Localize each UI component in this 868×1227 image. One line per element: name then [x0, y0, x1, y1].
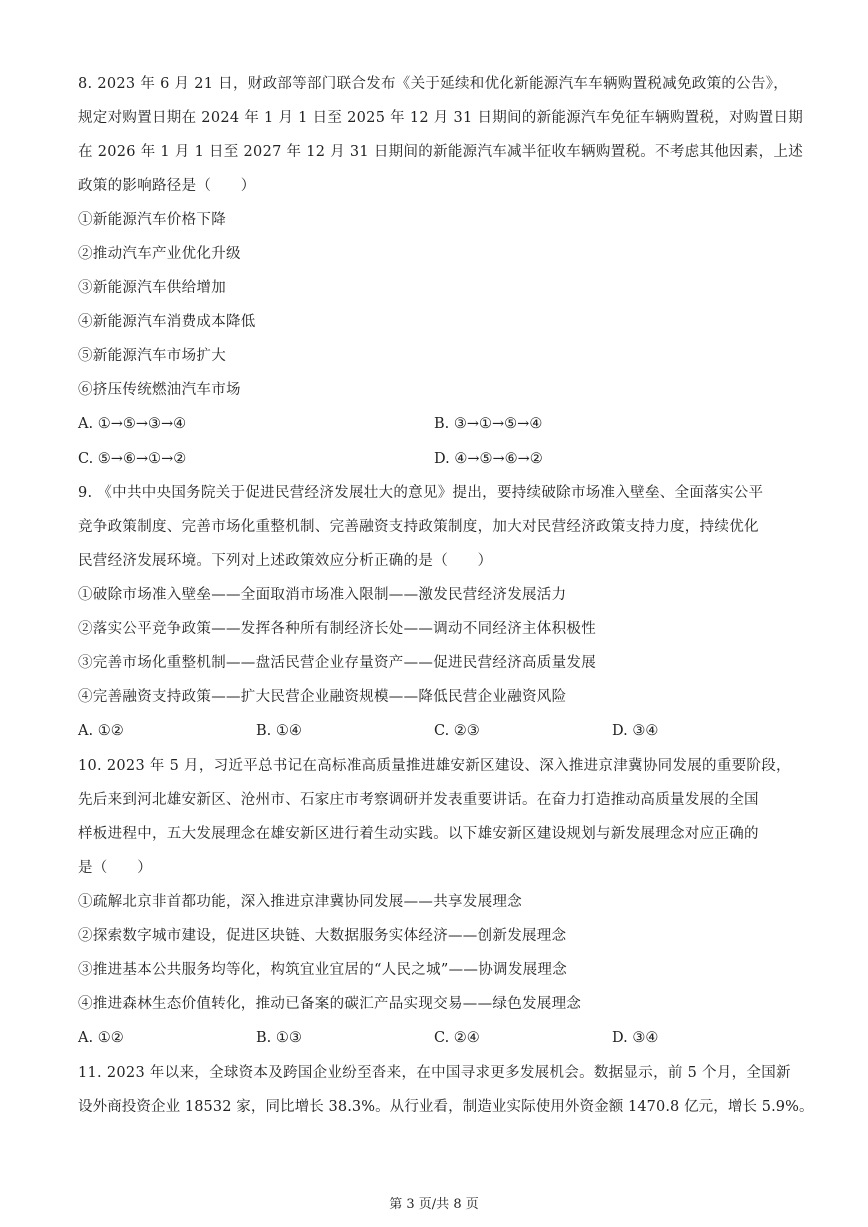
question-9-item: ②落实公平竞争政策——发挥各种所有制经济长处——调动不同经济主体积极性: [78, 621, 596, 637]
question-8-stem-line: 8. 2023 年 6 月 21 日，财政部等部门联合发布《关于延续和优化新能源汽车车辆购置税减免政策的公告》，: [78, 76, 789, 92]
question-10-stem-line: 是（ ）: [78, 860, 152, 876]
question-9-option-a: A. ①②: [78, 723, 124, 739]
question-8-stem-line: 政策的影响路径是（ ）: [78, 178, 256, 194]
question-10-option-c: C. ②④: [434, 1030, 480, 1046]
question-10-stem-line: 样板进程中，五大发展理念在雄安新区进行着生动实践。以下雄安新区建设规划与新发展理念对应正确的: [78, 826, 759, 842]
question-9-item: ①破除市场准入壁垒——全面取消市场准入限制——激发民营经济发展活力: [78, 587, 567, 603]
question-8-stem-line: 规定对购置日期在 2024 年 1 月 1 日至 2025 年 12 月 31 日期间的新能源汽车免征车辆购置税，对购置日期: [78, 110, 804, 126]
question-10-option-b: B. ①③: [256, 1030, 302, 1046]
question-10-option-d: D. ③④: [612, 1030, 659, 1046]
question-8-option-d: D. ④→⑤→⑥→②: [434, 451, 543, 467]
question-8-option-c: C. ⑤→⑥→①→②: [78, 451, 187, 467]
page-footer: 第 3 页/共 8 页: [389, 1197, 479, 1212]
question-10-stem-line: 先后来到河北雄安新区、沧州市、石家庄市考察调研并发表重要讲话。在奋力打造推动高质量发展的全国: [78, 792, 759, 808]
question-8-item: ①新能源汽车价格下降: [78, 212, 226, 228]
question-10-item: ③推进基本公共服务均等化，构筑宜业宜居的“人民之城”——协调发展理念: [78, 962, 568, 978]
question-9-item: ④完善融资支持政策——扩大民营企业融资规模——降低民营企业融资风险: [78, 689, 567, 705]
question-8-item: ③新能源汽车供给增加: [78, 280, 226, 296]
question-9-option-d: D. ③④: [612, 723, 659, 739]
question-10-item: ②探索数字城市建设，促进区块链、大数据服务实体经济——创新发展理念: [78, 928, 567, 944]
question-8-option-a: A. ①→⑤→③→④: [78, 416, 187, 432]
question-8-item: ⑥挤压传统燃油汽车市场: [78, 382, 241, 398]
question-9-stem-line: 竞争政策制度、完善市场化重整机制、完善融资支持政策制度，加大对民营经济政策支持力度，持续优化: [78, 519, 759, 535]
question-10-item: ①疏解北京非首都功能，深入推进京津冀协同发展——共享发展理念: [78, 894, 522, 910]
question-11-stem-line: 设外商投资企业 18532 家，同比增长 38.3%。从行业看，制造业实际使用外资金额 1470.8 亿元，增长 5.9%。: [78, 1099, 814, 1115]
question-10-option-a: A. ①②: [78, 1030, 124, 1046]
question-10-item: ④推进森林生态价值转化，推动已备案的碳汇产品实现交易——绿色发展理念: [78, 996, 582, 1012]
question-9-stem-line: 民营经济发展环境。下列对上述政策效应分析正确的是（ ）: [78, 553, 493, 569]
question-9-option-c: C. ②③: [434, 723, 480, 739]
question-10-stem-line: 10. 2023 年 5 月，习近平总书记在高标准高质量推进雄安新区建设、深入推进京津冀协同发展的重要阶段，: [78, 758, 791, 774]
question-8-item: ②推动汽车产业优化升级: [78, 246, 241, 262]
question-8-item: ⑤新能源汽车市场扩大: [78, 348, 226, 364]
question-9-item: ③完善市场化重整机制——盘活民营企业存量资产——促进民营经济高质量发展: [78, 655, 596, 671]
question-11-stem-line: 11. 2023 年以来，全球资本及跨国企业纷至沓来，在中国寻求更多发展机会。数据显示，前 5 个月，全国新: [78, 1065, 791, 1081]
question-8-option-b: B. ③→①→⑤→④: [434, 416, 543, 432]
question-8-item: ④新能源汽车消费成本降低: [78, 314, 256, 330]
question-8-stem-line: 在 2026 年 1 月 1 日至 2027 年 12 月 31 日期间的新能源汽车减半征收车辆购置税。不考虑其他因素，上述: [78, 144, 804, 160]
question-9-stem-line: 9. 《中共中央国务院关于促进民营经济发展壮大的意见》提出，要持续破除市场准入壁垒、全面落实公平: [78, 485, 764, 501]
question-9-option-b: B. ①④: [256, 723, 302, 739]
